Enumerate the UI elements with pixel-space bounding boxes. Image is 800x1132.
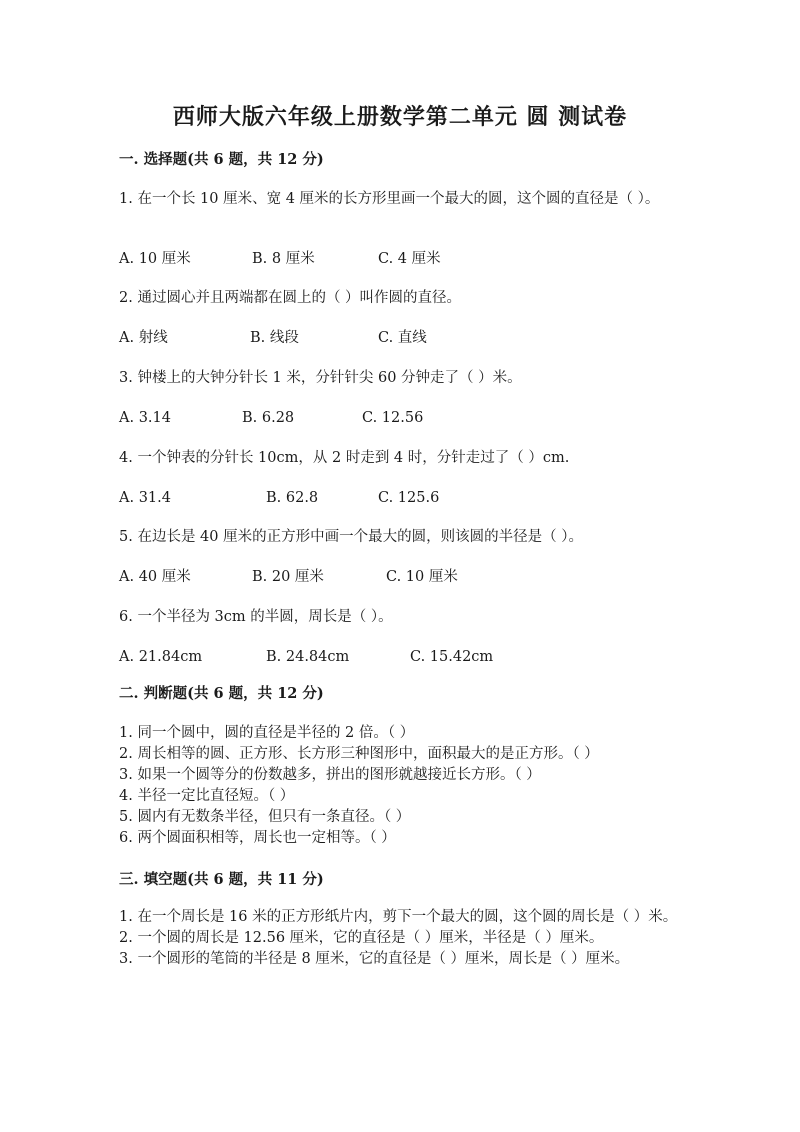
page-title: 西师大版六年级上册数学第二单元 圆 测试卷 — [172, 104, 628, 130]
section-heading-choice: 一. 选择题(共 6 题，共 12 分) — [119, 151, 324, 168]
section-heading-fill: 三. 填空题(共 6 题，共 11 分) — [119, 871, 324, 888]
list-item: 1. 同一个圆中，圆的直径是半径的 2 倍。（ ） — [119, 725, 415, 741]
question-stem: 2. 通过圆心并且两端都在圆上的（ ）叫作圆的直径。 — [119, 290, 462, 306]
list-item: 3. 一个圆形的笔筒的半径是 8 厘米，它的直径是（ ）厘米，周长是（ ）厘米。 — [119, 951, 630, 967]
list-item: 2. 周长相等的圆、正方形、长方形三种图形中，面积最大的是正方形。（ ） — [119, 746, 599, 762]
option-b: B. 线段 — [250, 330, 299, 346]
question-stem: 6. 一个半径为 3cm 的半圆，周长是（ ）。 — [119, 609, 393, 625]
option-b: B. 8 厘米 — [252, 251, 315, 267]
question-stem: 3. 钟楼上的大钟分针长 1 米，分针针尖 60 分钟走了（ ）米。 — [119, 370, 522, 386]
option-b: B. 24.84cm — [266, 649, 350, 665]
option-a: A. 21.84cm — [119, 649, 203, 665]
list-item: 4. 半径一定比直径短。（ ） — [119, 788, 295, 804]
option-a: A. 40 厘米 — [119, 569, 191, 585]
list-item: 1. 在一个周长是 16 米的正方形纸片内，剪下一个最大的圆，这个圆的周长是（ ）米。 — [119, 909, 678, 925]
option-a: A. 10 厘米 — [119, 251, 191, 267]
question-stem: 4. 一个钟表的分针长 10cm，从 2 时走到 4 时，分针走过了（ ）cm. — [119, 450, 570, 466]
question-stem: 5. 在边长是 40 厘米的正方形中画一个最大的圆，则该圆的半径是（ ）。 — [119, 529, 583, 545]
option-b: B. 62.8 — [266, 490, 319, 506]
option-c: C. 4 厘米 — [378, 251, 441, 267]
option-c: C. 12.56 — [362, 410, 424, 426]
section-heading-judgement: 二. 判断题(共 6 题，共 12 分) — [119, 685, 324, 702]
fill-list — [119, 907, 679, 970]
option-c: C. 直线 — [378, 330, 427, 346]
judgement-list — [119, 723, 599, 849]
option-c: C. 10 厘米 — [386, 569, 458, 585]
option-b: B. 20 厘米 — [252, 569, 324, 585]
option-c: C. 125.6 — [378, 490, 440, 506]
question-stem: 1. 在一个长 10 厘米、宽 4 厘米的长方形里画一个最大的圆，这个圆的直径是（ ）。 — [119, 191, 660, 207]
list-item: 2. 一个圆的周长是 12.56 厘米，它的直径是（ ）厘米，半径是（ ）厘米。 — [119, 930, 604, 946]
list-item: 3. 如果一个圆等分的份数越多，拼出的图形就越接近长方形。（ ） — [119, 767, 541, 783]
list-item: 6. 两个圆面积相等，周长也一定相等。（ ） — [119, 830, 396, 846]
option-a: A. 31.4 — [119, 490, 171, 506]
option-a: A. 3.14 — [119, 410, 171, 426]
option-b: B. 6.28 — [242, 410, 295, 426]
list-item: 5. 圆内有无数条半径，但只有一条直径。（ ） — [119, 809, 411, 825]
option-c: C. 15.42cm — [410, 649, 494, 665]
option-a: A. 射线 — [119, 330, 168, 346]
